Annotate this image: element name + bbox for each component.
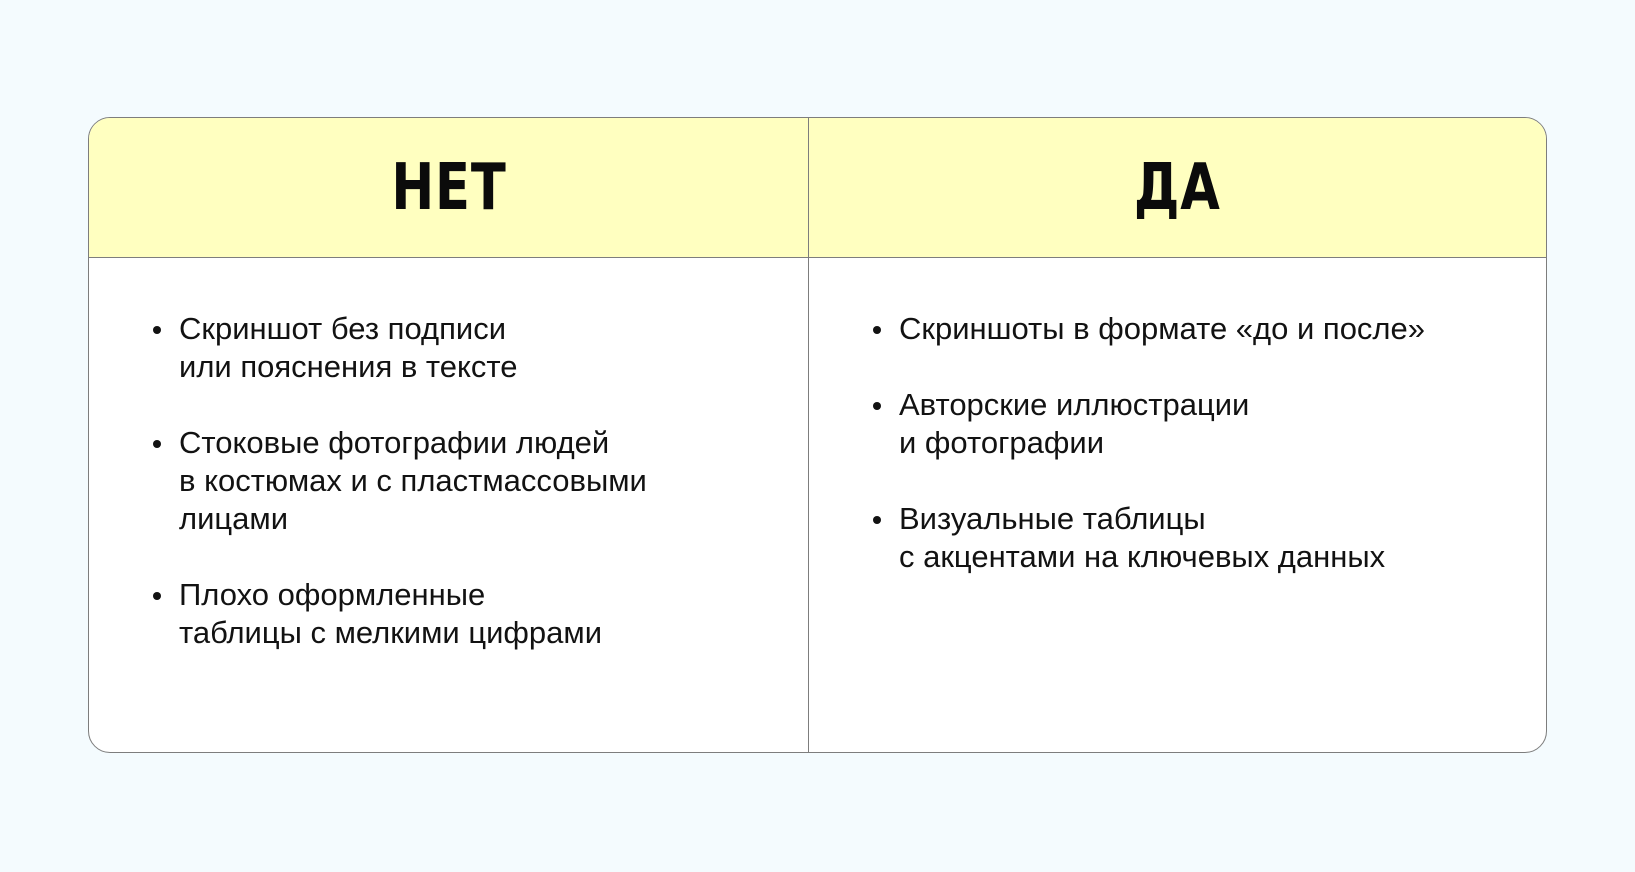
bullet-icon [153,440,161,448]
list-yes [869,310,1425,614]
list-item: Стоковые фотографии людей в костюмах и с пластмассовыми лицами [149,424,647,538]
header-yes [809,118,1546,258]
column-no-body [89,258,809,752]
list-item: Скриншот без подписи или пояснения в тексте [149,310,647,386]
header-yes-title: ДА [1134,150,1221,225]
header-no [89,118,809,258]
bullet-icon [873,516,881,524]
list-item: Скриншоты в формате «до и после» [869,310,1425,348]
list-item: Авторские иллюстрации и фотографии [869,386,1425,462]
list-item: Плохо оформленные таблицы с мелкими цифрами [149,576,647,652]
list-no [149,310,647,690]
bullet-icon [153,592,161,600]
bullet-icon [873,402,881,410]
bullet-icon [153,326,161,334]
column-yes-body [809,258,1546,752]
comparison-table [88,117,1547,753]
bullet-icon [873,326,881,334]
list-item: Визуальные таблицы с акцентами на ключевых данных [869,500,1425,576]
header-no-title: НЕТ [390,150,507,225]
